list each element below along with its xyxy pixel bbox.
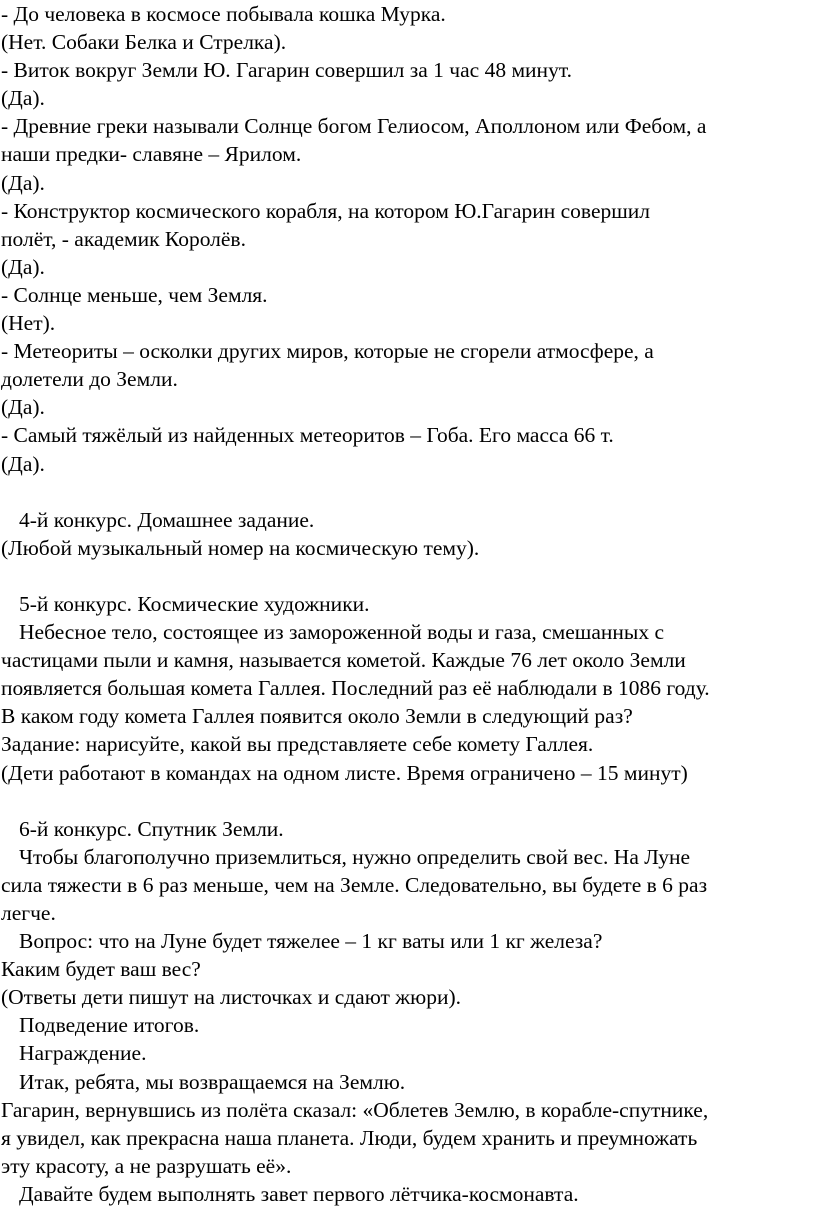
- spacer: [1, 562, 816, 590]
- contest-6-note: (Ответы дети пишут на листочках и сдают жюри).: [1, 985, 461, 1010]
- spacer: [1, 787, 816, 815]
- quiz-answer: (Нет. Собаки Белка и Стрелка).: [1, 30, 287, 55]
- quiz-line: - Виток вокруг Земли Ю. Гагарин совершил за 1 час 48 минут.: [1, 58, 572, 83]
- quiz-line: долетели до Земли.: [1, 367, 178, 392]
- contest-6-question: Каким будет ваш вес?: [1, 957, 201, 982]
- contest-6-section: [1, 815, 816, 1208]
- contest-6-paragraph-line: Чтобы благополучно приземлиться, нужно определить свой вес. На Луне: [19, 844, 691, 869]
- summary-line: Подведение итогов.: [19, 1013, 200, 1038]
- contest-5-paragraph-line: появляется большая комета Галлея. Последний раз её наблюдали в 1086 году.: [1, 676, 710, 701]
- quiz-answer: (Да).: [1, 451, 45, 476]
- contest-6-heading: 6-й конкурс. Спутник Земли.: [19, 816, 284, 841]
- contest-6-paragraph-line: сила тяжести в 6 раз меньше, чем на Земле. Следовательно, вы будете в 6 раз: [1, 872, 708, 897]
- contest-5-note: (Дети работают в командах на одном листе. Время ограничено – 15 минут): [1, 760, 688, 785]
- contest-5-paragraph-line: В каком году комета Галлея появится около Земли в следующий раз?: [1, 704, 633, 729]
- quiz-line: - Метеориты – осколки других миров, которые не сгорели атмосфере, а: [1, 339, 654, 364]
- return-line: Итак, ребята, мы возвращаемся на Землю.: [19, 1069, 406, 1094]
- contest-5-heading: 5-й конкурс. Космические художники.: [19, 591, 370, 616]
- contest-4-heading: 4-й конкурс. Домашнее задание.: [19, 507, 315, 532]
- quiz-answer: (Да).: [1, 170, 45, 195]
- quiz-line: - Конструктор космического корабля, на котором Ю.Гагарин совершил: [1, 198, 651, 223]
- contest-5-paragraph-line: частицами пыли и камня, называется кометой. Каждые 76 лет около Земли: [1, 648, 686, 673]
- quiz-line: наши предки- славяне – Ярилом.: [1, 142, 302, 167]
- contest-5-section: [1, 590, 816, 787]
- quote-line: эту красоту, а не разрушать её».: [1, 1153, 292, 1178]
- award-line: Награждение.: [19, 1041, 147, 1066]
- quiz-answer: (Нет).: [1, 311, 56, 336]
- contest-5-paragraph-line: Небесное тело, состоящее из замороженной воды и газа, смешанных с: [19, 620, 664, 645]
- contest-5-task: Задание: нарисуйте, какой вы представляете себе комету Галлея.: [1, 732, 594, 757]
- quiz-section: [1, 0, 816, 478]
- contest-6-question: Вопрос: что на Луне будет тяжелее – 1 кг ваты или 1 кг железа?: [19, 929, 603, 954]
- contest-6-paragraph-line: легче.: [1, 901, 56, 925]
- quote-line: Гагарин, вернувшись из полёта сказал: «Облетев Землю, в корабле-спутнике,: [1, 1097, 709, 1122]
- contest-4-note: (Любой музыкальный номер на космическую тему).: [1, 535, 480, 560]
- quiz-answer: (Да).: [1, 254, 45, 279]
- quiz-answer: (Да).: [1, 395, 45, 420]
- closing-line: Давайте будем выполнять завет первого лётчика-космонавта.: [19, 1181, 579, 1206]
- spacer: [1, 478, 816, 506]
- quiz-line: - Самый тяжёлый из найденных метеоритов – Гоба. Его масса 66 т.: [1, 423, 614, 448]
- quote-line: я увидел, как прекрасна наша планета. Люди, будем хранить и преумножать: [1, 1125, 698, 1150]
- contest-4-section: [1, 506, 816, 562]
- quiz-line: полёт, - академик Королёв.: [1, 226, 246, 251]
- quiz-line: - Древние греки называли Солнце богом Гелиосом, Аполлоном или Фебом, а: [1, 114, 707, 139]
- quiz-line: - Солнце меньше, чем Земля.: [1, 282, 268, 307]
- quiz-answer: (Да).: [1, 86, 45, 111]
- quiz-line: - До человека в космосе побывала кошка Мурка.: [1, 2, 446, 26]
